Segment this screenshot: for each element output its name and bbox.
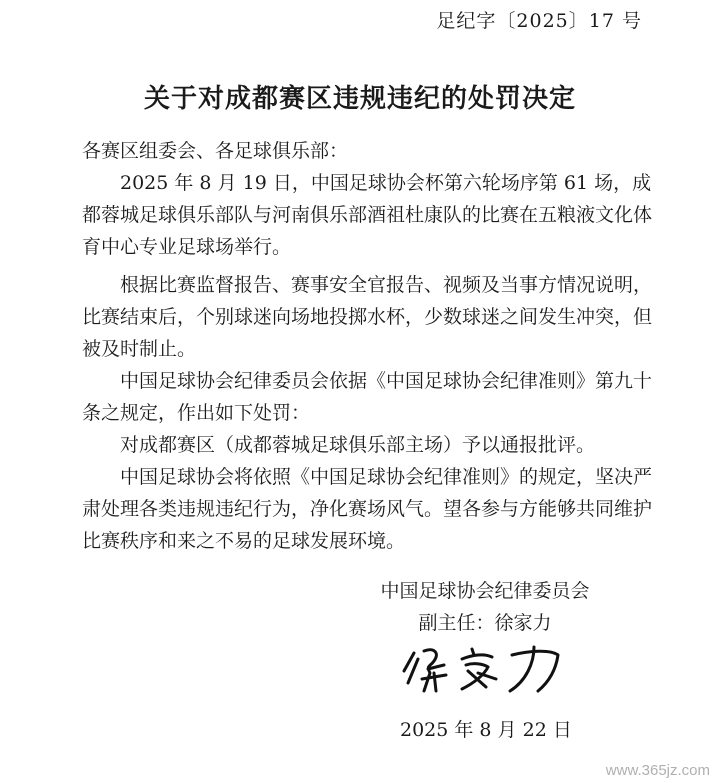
signature-block — [360, 575, 610, 695]
signing-organization: 中国足球协会纪律委员会 — [380, 580, 590, 602]
document-number: 足纪字〔2025〕17 号 — [436, 10, 642, 32]
document-title: 关于对成都赛区违规违纪的处罚决定 — [143, 84, 576, 114]
handwritten-signature — [400, 643, 570, 695]
document-date: 2025 年 8 月 22 日 — [400, 719, 572, 741]
salutation: 各赛区组委会、各足球俱乐部： — [82, 140, 349, 162]
paragraph: 根据比赛监督报告、赛事安全官报告、视频及当事方情况说明，比赛结束后，个别球迷向场地投掷水杯，少数球迷之间发生冲突，但被及时制止。 — [82, 274, 653, 360]
document-body — [82, 135, 662, 557]
paragraph: 中国足球协会将依照《中国足球协会纪律准则》的规定，坚决严肃处理各类违规违纪行为，净化赛场风气。望各参与方能够共同维护比赛秩序和来之不易的足球发展环境。 — [82, 466, 653, 552]
paragraph: 2025 年 8 月 19 日，中国足球协会杯第六轮场序第 61 场，成都蓉城足球俱乐部队与河南俱乐部酒祖杜康队的比赛在五粮液文化体育中心专业足球场举行。 — [82, 172, 653, 258]
paragraph: 中国足球协会纪律委员会依据《中国足球协会纪律准则》第九十条之规定，作出如下处罚： — [82, 370, 653, 424]
signer-title: 副主任：徐家力 — [418, 612, 552, 634]
paragraph: 对成都赛区（成都蓉城足球俱乐部主场）予以通报批评。 — [120, 434, 596, 456]
watermark: www.365jz.com — [605, 762, 710, 779]
